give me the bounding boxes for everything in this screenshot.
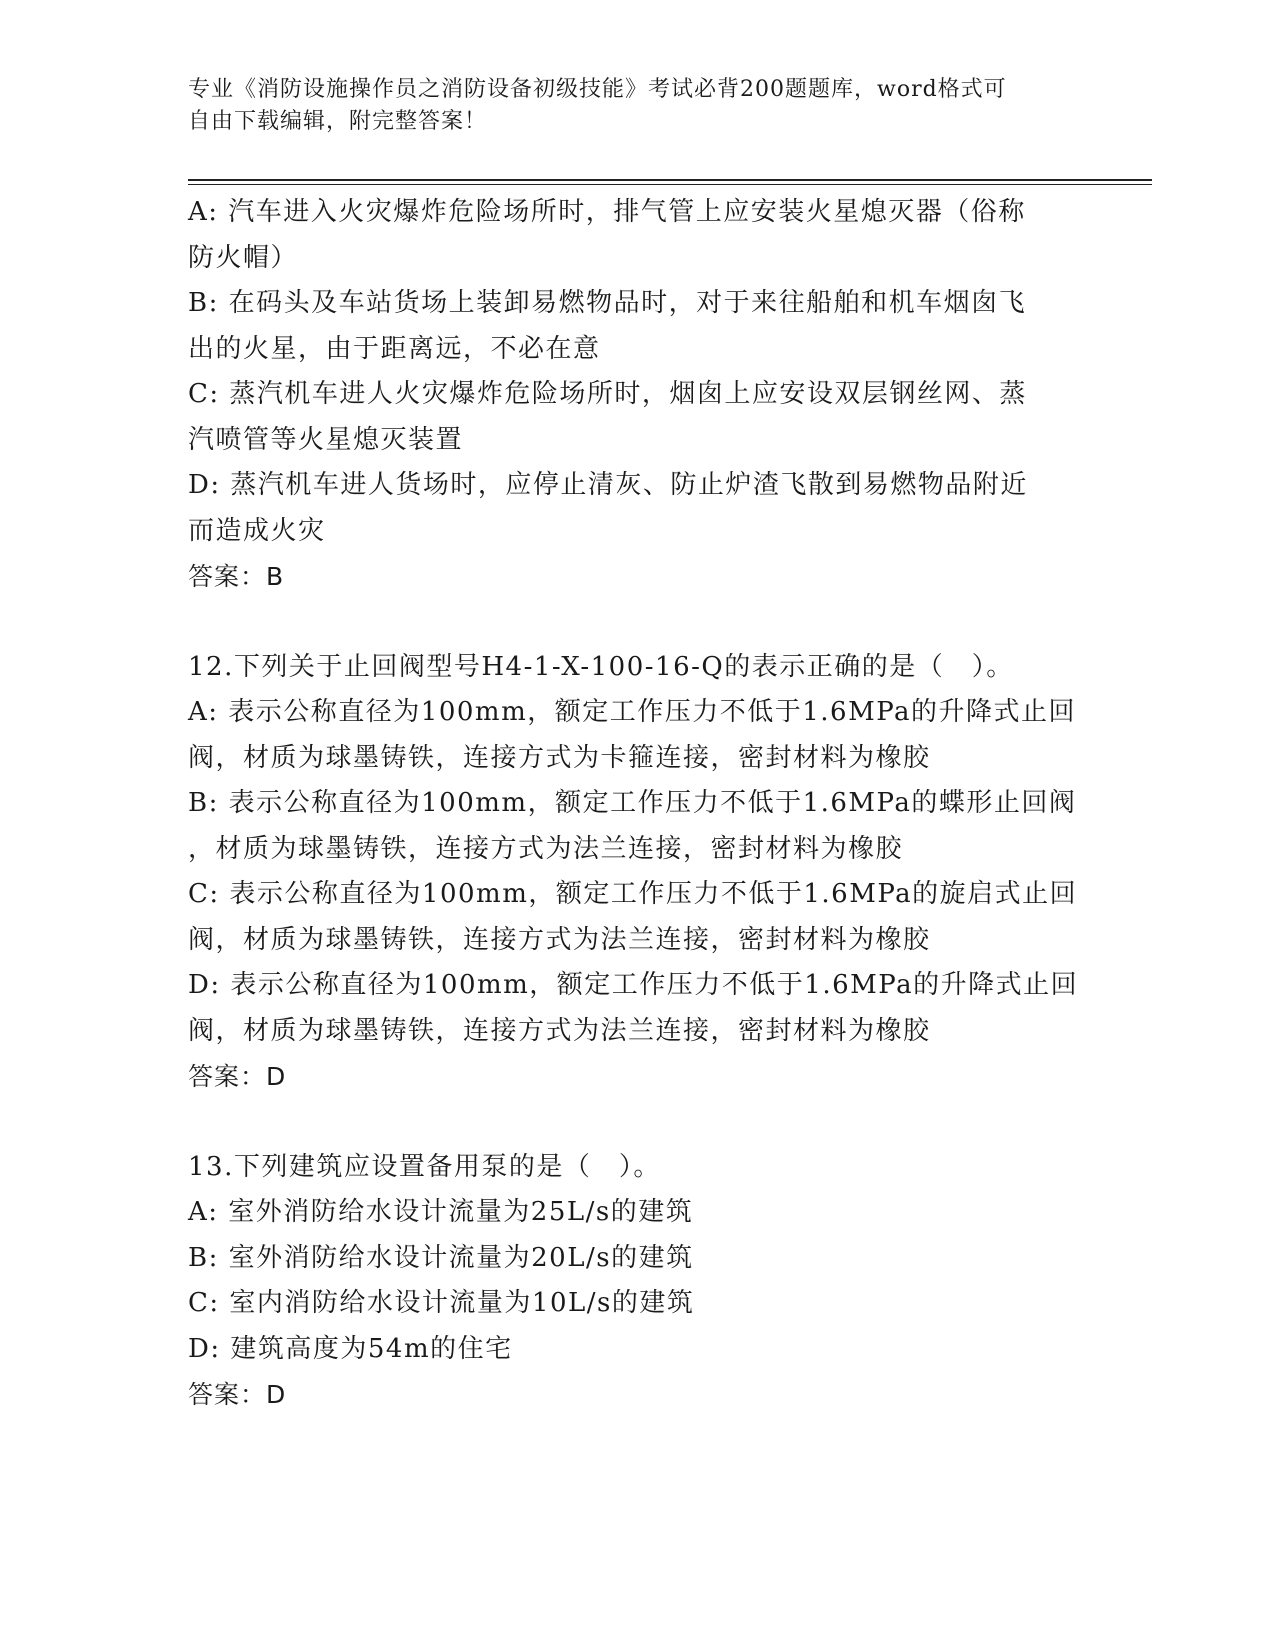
question-content: [188, 190, 1088, 1418]
option-a-cont: 防火帽）: [188, 242, 299, 273]
option-d: D: 建筑高度为54m的住宅: [188, 1333, 513, 1364]
option-b: B: 在码头及车站货场上装卸易燃物品时，对于来往船舶和机车烟囱飞: [188, 288, 1027, 318]
answer: 答案：B: [188, 562, 285, 591]
answer: 答案：D: [188, 1380, 287, 1409]
header-line: 专业《消防设施操作员之消防设备初级技能》考试必背200题题库，word格式可: [188, 77, 1007, 102]
option-b-cont: ，材质为球墨铸铁，连接方式为法兰连接，密封材料为橡胶: [188, 833, 904, 864]
option-c: C: 蒸汽机车进人火灾爆炸危险场所时，烟囱上应安设双层钢丝网、蒸: [188, 379, 1027, 409]
option-d-cont: 而造成火灾: [188, 515, 326, 546]
option-c-cont: 阀，材质为球墨铸铁，连接方式为法兰连接，密封材料为橡胶: [188, 924, 931, 955]
question-11-options: [188, 190, 1088, 600]
option-a: A: 表示公称直径为100mm，额定工作压力不低于1.6MPa的升降式止回: [188, 697, 1077, 727]
document-header: [188, 74, 1068, 138]
option-a-cont: 阀，材质为球墨铸铁，连接方式为卡箍连接，密封材料为橡胶: [188, 742, 931, 773]
question-stem: 13.下列建筑应设置备用泵的是（ ）。: [188, 1151, 661, 1182]
header-divider: [188, 179, 1152, 181]
header-divider: [188, 184, 1152, 185]
option-c: C: 室内消防给水设计流量为10L/s的建筑: [188, 1288, 695, 1318]
option-b-cont: 出的火星，由于距离远，不必在意: [188, 333, 601, 364]
option-b: B: 室外消防给水设计流量为20L/s的建筑: [188, 1242, 694, 1273]
option-c: C: 表示公称直径为100mm，额定工作压力不低于1.6MPa的旋启式止回: [188, 879, 1078, 909]
option-a: A: 室外消防给水设计流量为25L/s的建筑: [188, 1197, 694, 1227]
question-stem: 12.下列关于止回阀型号H4-1-X-100-16-Q的表示正确的是（ ）。: [188, 651, 1014, 682]
option-d: D: 表示公称直径为100mm，额定工作压力不低于1.6MPa的升降式止回: [188, 970, 1079, 1000]
header-line: 自由下载编辑，附完整答案！: [188, 109, 488, 134]
option-d-cont: 阀，材质为球墨铸铁，连接方式为法兰连接，密封材料为橡胶: [188, 1015, 931, 1046]
question-13: [188, 1145, 1088, 1418]
option-c-cont: 汽喷管等火星熄灭装置: [188, 424, 464, 455]
option-d: D: 蒸汽机车进人货场时，应停止清灰、防止炉渣飞散到易燃物品附近: [188, 470, 1028, 500]
option-b: B: 表示公称直径为100mm，额定工作压力不低于1.6MPa的蝶形止回阀: [188, 788, 1077, 818]
answer: 答案：D: [188, 1062, 287, 1091]
question-12: [188, 645, 1088, 1100]
option-a: A: 汽车进入火灾爆炸危险场所时，排气管上应安装火星熄灭器（俗称: [188, 197, 1026, 227]
